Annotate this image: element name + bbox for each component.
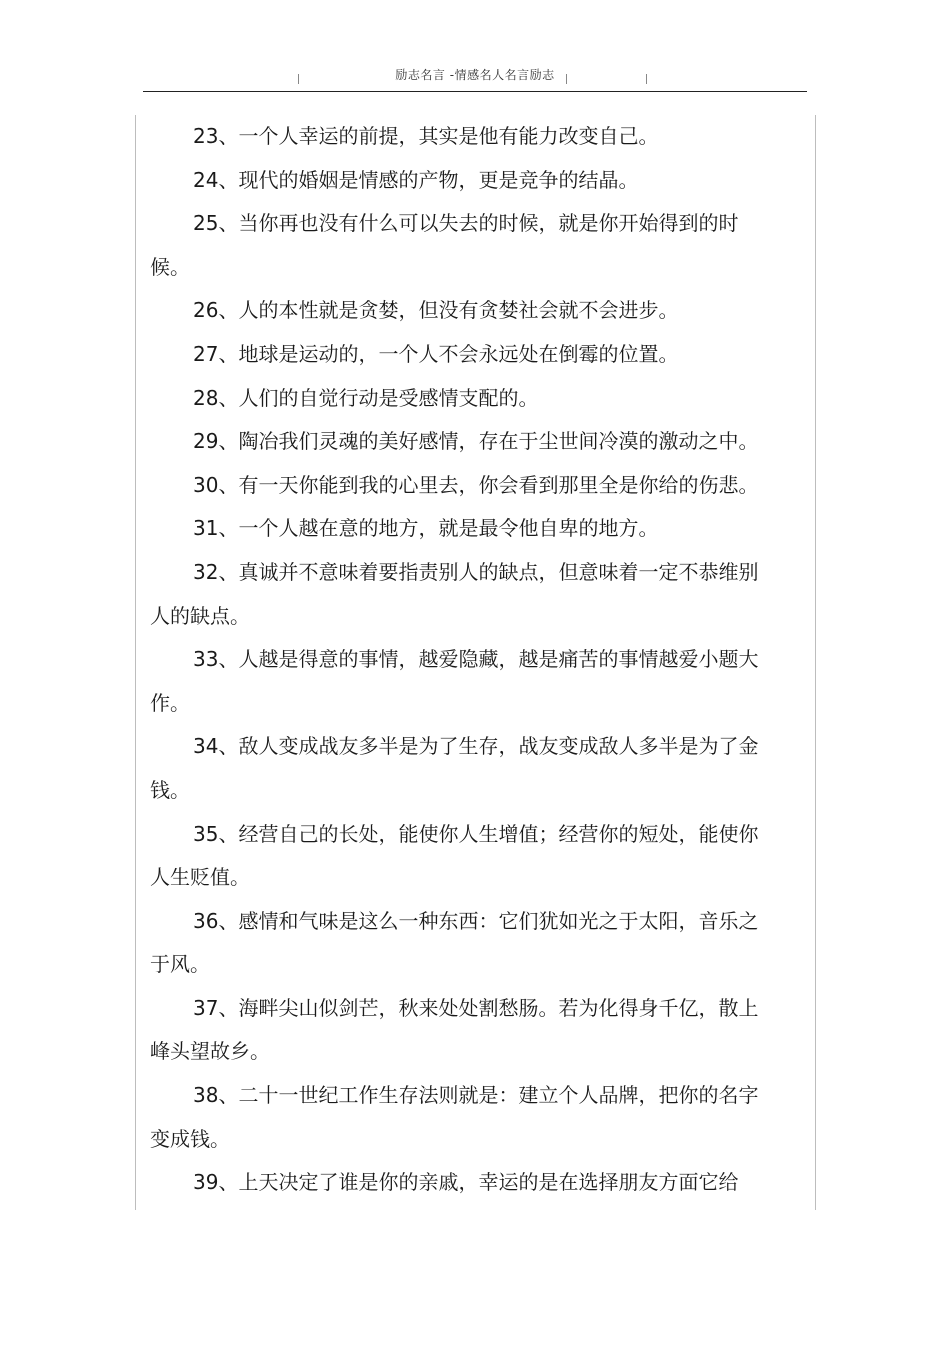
quote-paragraph: 31、一个人越在意的地方，就是最令他自卑的地方。: [193, 516, 659, 541]
quote-paragraph: 39、上天决定了谁是你的亲戚，幸运的是在选择朋友方面它给: [193, 1170, 739, 1195]
quote-paragraph: 27、地球是运动的，一个人不会永远处在倒霉的位置。: [193, 341, 679, 366]
quote-paragraph: 33、人越是得意的事情，越爱隐藏，越是痛苦的事情越爱小题大作。: [150, 647, 759, 715]
quote-list: [150, 115, 766, 1205]
quote-paragraph: 23、一个人幸运的前提，其实是他有能力改变自己。: [193, 124, 659, 148]
header-tick-left: [298, 74, 299, 84]
quote-paragraph: 38、二十一世纪工作生存法则就是：建立个人品牌，把你的名字变成钱。: [150, 1083, 759, 1151]
quote-paragraph: 28、人们的自觉行动是受感情支配的。: [193, 385, 539, 410]
quote-paragraph: 29、陶冶我们灵魂的美好感情，存在于尘世间冷漠的激动之中。: [193, 429, 759, 454]
page-header: [0, 66, 950, 90]
right-margin-line: [815, 115, 816, 1210]
header-tick-right: [646, 74, 647, 84]
quote-paragraph: 36、感情和气味是这么一种东西：它们犹如光之于太阳，音乐之于风。: [150, 908, 759, 977]
quote-paragraph: 37、海畔尖山似剑芒，秋来处处割愁肠。若为化得身千亿，散上峰头望故乡。: [150, 995, 759, 1064]
quote-paragraph: 26、人的本性就是贪婪，但没有贪婪社会就不会进步。: [193, 298, 679, 323]
quote-paragraph: 30、有一天你能到我的心里去，你会看到那里全是你给的伤悲。: [193, 472, 759, 497]
quote-paragraph: 34、敌人变成战友多半是为了生存，战友变成敌人多半是为了金钱。: [150, 734, 759, 802]
quote-paragraph: 32、真诚并不意味着要指责别人的缺点，但意味着一定不恭维别人的缺点。: [150, 559, 759, 628]
header-title: 励志名言 -情感名人名言励志: [395, 68, 555, 82]
quote-paragraph: 24、现代的婚姻是情感的产物，更是竞争的结晶。: [193, 167, 639, 192]
header-tick-mid: [566, 74, 567, 84]
header-rule: [143, 91, 807, 92]
left-margin-line: [135, 115, 136, 1210]
quote-paragraph: 35、经营自己的长处，能使你人生增值；经营你的短处，能使你人生贬值。: [150, 821, 759, 890]
quote-paragraph: 25、当你再也没有什么可以失去的时候，就是你开始得到的时候。: [150, 211, 739, 279]
